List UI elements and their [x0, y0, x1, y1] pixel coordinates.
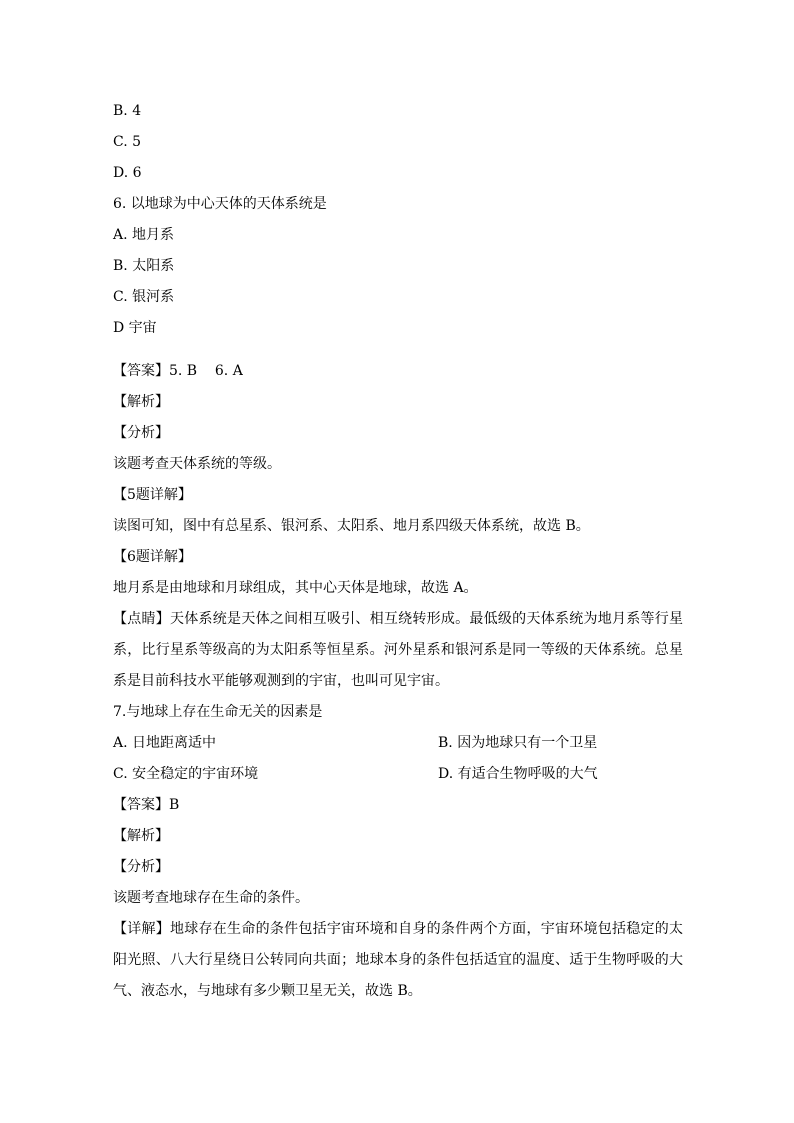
q7-stem: 7.与地球上存在生命无关的因素是 — [113, 704, 323, 720]
detail-paragraph — [113, 914, 683, 1007]
answer-label-2: 【答案】 — [113, 797, 169, 813]
q7-option-c: C. 安全稳定的宇宙环境 — [113, 766, 259, 782]
detail-6-heading: 【6题详解】 — [113, 549, 192, 565]
detail-6-text: 地月系是由地球和月球组成，其中心天体是地球，故选 A。 — [113, 580, 478, 596]
q5-option-b: B. 4 — [113, 103, 142, 119]
q7-option-d: D. 有适合生物呼吸的大气 — [438, 766, 598, 782]
q7-option-a: A. 日地距离适中 — [113, 735, 217, 751]
q5-option-d: D. 6 — [113, 165, 142, 181]
q6-option-b: B. 太阳系 — [113, 258, 175, 274]
q6-option-d: D 宇宙 — [113, 320, 157, 336]
answer-text: 5. B 6. A — [169, 363, 243, 379]
analysis-heading-2: 【解析】 — [113, 828, 169, 844]
q7-options-row-2 — [113, 759, 683, 790]
detail-5-heading: 【5题详解】 — [113, 487, 192, 503]
detail-5-text: 读图可知，图中有总星系、银河系、太阳系、地月系四级天体系统，故选 B。 — [113, 518, 590, 534]
fenxi-text: 该题考查天体系统的等级。 — [113, 456, 281, 472]
q7-option-b: B. 因为地球只有一个卫星 — [438, 735, 598, 751]
detail-text: 地球存在生命的条件包括宇宙环境和自身的条件两个方面，宇宙环境包括稳定的太阳光照、八大行星绕日公转同向共面；地球本身的条件包括适宜的温度、适于生物呼吸的大气、液态水，与地球有多少颗卫星无关，故选 B。 — [113, 921, 684, 999]
fenxi-heading: 【分析】 — [113, 425, 169, 441]
answer-label: 【答案】 — [113, 363, 169, 379]
dianjing-paragraph — [113, 604, 683, 697]
answer-line-2 — [113, 790, 683, 821]
answer-text-2: B — [169, 797, 180, 813]
analysis-heading: 【解析】 — [113, 394, 169, 410]
q6-option-a: A. 地月系 — [113, 227, 175, 243]
detail-label: 【详解】 — [113, 921, 171, 937]
document-page — [113, 96, 683, 1007]
fenxi-heading-2: 【分析】 — [113, 859, 169, 875]
dianjing-text: 天体系统是天体之间相互吸引、相互绕转形成。最低级的天体系统为地月系等行星系，比行星系等级高的为太阳系等恒星系。河外星系和银河系是同一等级的天体系统。总星系是目前科技水平能够观测到的宇宙，也叫可见宇宙。 — [113, 611, 684, 689]
q5-option-c: C. 5 — [113, 134, 142, 150]
q6-stem: 6. 以地球为中心天体的天体系统是 — [113, 196, 327, 212]
q6-option-c: C. 银河系 — [113, 289, 175, 305]
fenxi-text-2: 该题考查地球存在生命的条件。 — [113, 890, 309, 906]
dianjing-label: 【点睛】 — [113, 611, 171, 627]
spacer — [113, 344, 683, 356]
answer-line-1 — [113, 356, 683, 387]
q7-options-row-1 — [113, 728, 683, 759]
